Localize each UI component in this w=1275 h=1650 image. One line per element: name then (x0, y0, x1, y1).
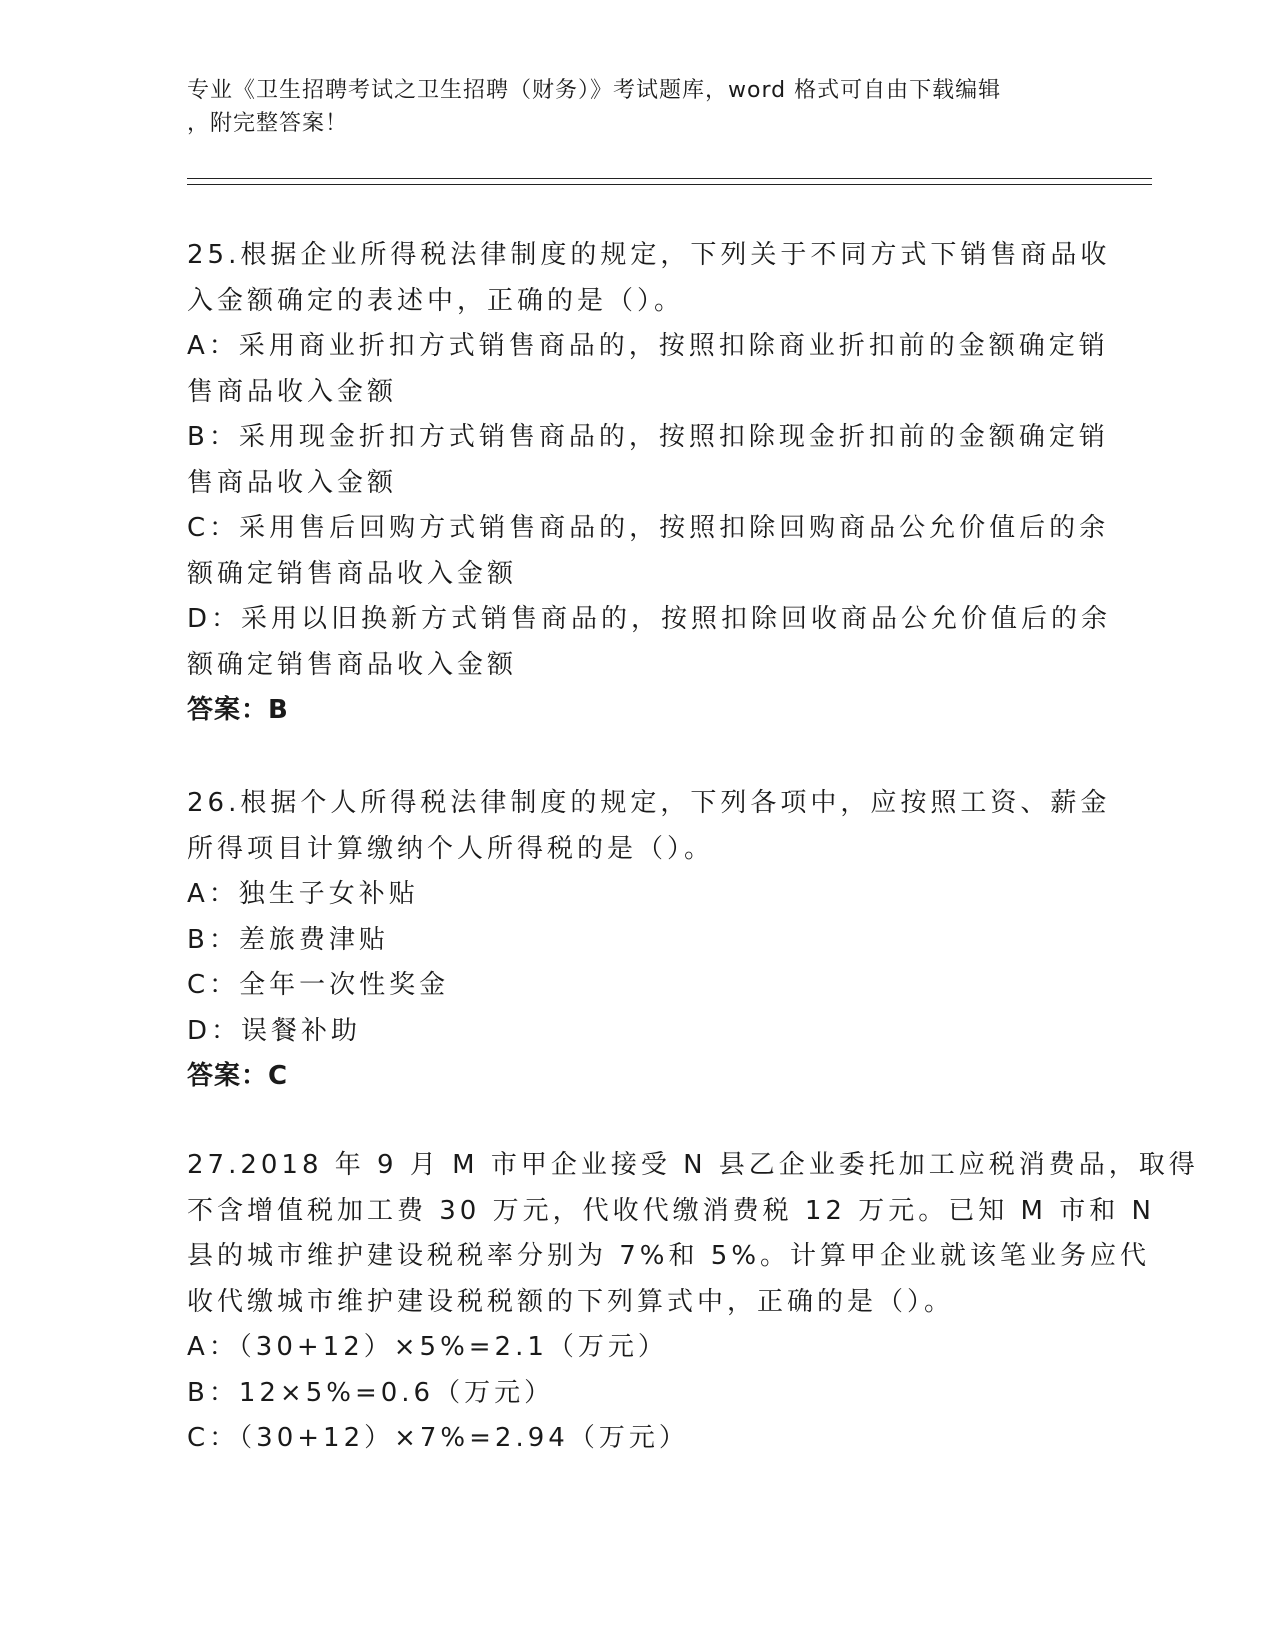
question-25 (187, 233, 1112, 734)
question-26 (187, 781, 1111, 1100)
question-26-option-c: C：全年一次性奖金 (187, 970, 450, 1000)
question-25-option-a-line-1: A：采用商业折扣方式销售商品的，按照扣除商业折扣前的金额确定销 (187, 331, 1109, 361)
header-divider-bottom (187, 184, 1152, 185)
header-line-1: 专业《卫生招聘考试之卫生招聘（财务）》考试题库，word 格式可自由下载编辑 (187, 78, 1002, 103)
question-25-option-a-line-2: 售商品收入金额 (187, 376, 398, 407)
question-27-option-b: B：12×5%=0.6（万元） (187, 1377, 555, 1408)
question-26-option-b: B：差旅费津贴 (187, 924, 389, 955)
question-27-option-a: A：（30+12）×5%=2.1（万元） (187, 1332, 668, 1362)
header-line-2: ，附完整答案！ (187, 111, 349, 136)
question-25-answer: 答案：B (187, 695, 289, 725)
question-25-option-c-line-1: C：采用售后回购方式销售商品的，按照扣除回购商品公允价值后的余 (187, 513, 1110, 543)
question-26-stem-line-1: 26.根据个人所得税法律制度的规定，下列各项中，应按照工资、薪金 (187, 788, 1111, 818)
question-26-stem-line-2: 所得项目计算缴纳个人所得税的是（）。 (187, 833, 715, 864)
question-26-option-d: D：误餐补助 (187, 1015, 362, 1046)
question-25-option-b-line-1: B：采用现金折扣方式销售商品的，按照扣除现金折扣前的金额确定销 (187, 422, 1109, 452)
question-25-stem-line-2: 入金额确定的表述中，正确的是（）。 (187, 285, 685, 316)
question-25-option-b-line-2: 售商品收入金额 (187, 467, 398, 498)
question-25-stem-line-1: 25.根据企业所得税法律制度的规定，下列关于不同方式下销售商品收 (187, 240, 1111, 270)
question-27-option-c: C：（30+12）×7%=2.94（万元） (187, 1423, 689, 1453)
question-27-stem-line-2: 不含增值税加工费 30 万元，代收代缴消费税 12 万元。已知 M 市和 N (187, 1195, 1155, 1226)
question-27-stem-line-1: 27.2018 年 9 月 M 市甲企业接受 N 县乙企业委托加工应税消费品，取得 (187, 1150, 1199, 1180)
question-26-answer: 答案：C (187, 1061, 289, 1091)
question-27-stem-line-3: 县的城市维护建设税税率分别为 7%和 5%。计算甲企业就该笔业务应代 (187, 1241, 1151, 1271)
document-header (187, 74, 1087, 140)
question-26-option-a: A：独生子女补贴 (187, 879, 419, 909)
question-25-option-d-line-1: D：采用以旧换新方式销售商品的，按照扣除回收商品公允价值后的余 (187, 604, 1112, 634)
question-25-option-c-line-2: 额确定销售商品收入金额 (187, 558, 518, 589)
question-27-stem-line-4: 收代缴城市维护建设税税额的下列算式中，正确的是（）。 (187, 1286, 955, 1317)
header-divider-top (187, 178, 1152, 179)
question-25-option-d-line-2: 额确定销售商品收入金额 (187, 649, 518, 680)
question-27 (187, 1143, 1199, 1462)
